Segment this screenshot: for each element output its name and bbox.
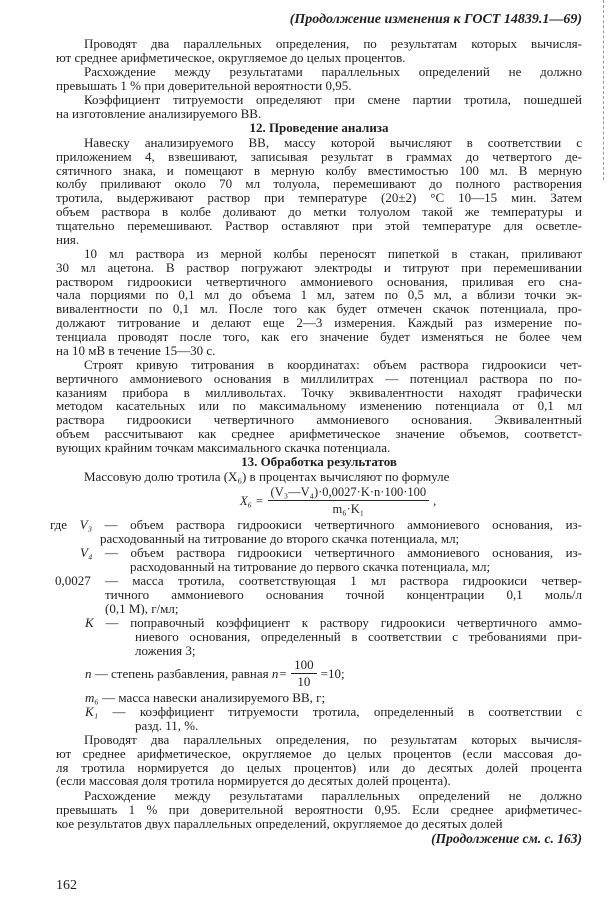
continuation-note: (Продолжение см. с. 163) bbox=[431, 831, 582, 846]
paragraph-4 bbox=[56, 136, 582, 246]
definition-n-numerator: 100 bbox=[291, 658, 317, 674]
definition-term: V₄ bbox=[80, 546, 105, 560]
scan-edge-mark bbox=[603, 0, 605, 180]
definition-k1 bbox=[85, 705, 582, 733]
text-line: Строят кривую титрования в координатах: объем раствора гидроокиси чет- bbox=[84, 358, 582, 372]
text-line: 10 мл раствора из мерной колбы переносят пипеткой в стакан, приливают bbox=[84, 247, 582, 261]
definition-text: — коэффициент титруемости тротила, определенный в соответствии с bbox=[112, 705, 582, 719]
definition-v4 bbox=[80, 546, 582, 574]
definition-text: — масса навески анализируемого ВВ, г; bbox=[102, 691, 326, 705]
text-line: Проводят два параллельных определения, по результатам которых вычисля- bbox=[84, 37, 582, 51]
text-line: (если массовая доля тротила нормируется до десятых долей процента). bbox=[56, 774, 451, 789]
definition-line: расходованный на титрование до второго скачка потенциала, мл; bbox=[100, 531, 460, 546]
definition-n bbox=[85, 658, 345, 689]
text-line: тщательно перемешивают. Раствор оставляют при этой температуре для осветле- bbox=[56, 218, 582, 233]
formula-trail: , bbox=[433, 493, 437, 508]
paragraph-8 bbox=[56, 733, 582, 788]
text-line: сятичного знака, и помещают в мерную колбу вместимостью 100 мл. В мерную bbox=[56, 163, 582, 178]
formula bbox=[240, 485, 436, 516]
text-line: колбу приливают около 70 мл толуола, перемешивают до полного растворения bbox=[56, 177, 582, 192]
running-header: (Продолжение изменения к ГОСТ 14839.1—69) bbox=[289, 12, 582, 27]
definition-n-result: =10; bbox=[320, 665, 345, 681]
formula-lhs: X₆ = bbox=[240, 493, 264, 508]
formula-fraction bbox=[268, 485, 430, 516]
text-line: кое результатов двух параллельных определений, округляемое до десятых долей bbox=[56, 816, 503, 831]
text-line: на изготовление анализируемого ВВ. bbox=[56, 106, 262, 121]
definition-k bbox=[85, 616, 582, 657]
text-line: Расхождение между результатами параллельных определений не должно bbox=[84, 789, 582, 803]
definition-prefix: где bbox=[50, 518, 80, 532]
paragraph-6 bbox=[56, 358, 582, 455]
text-line: тротила, выдерживают раствор при температуре (20±2) °С 10—15 мин. Затем bbox=[56, 191, 582, 205]
definition-n-eq: n= bbox=[271, 665, 288, 681]
definition-n-text: — степень разбавления, равная bbox=[94, 665, 269, 681]
definition-term: K₁ bbox=[85, 705, 113, 719]
text-line: ния. bbox=[56, 232, 80, 247]
definition-n-denominator: 10 bbox=[297, 674, 311, 689]
text-line: раствором гидроокиси четвертичного аммониевого основания, приливая его сна- bbox=[56, 274, 582, 289]
definition-line: тичного аммониевого основания точной концентрации 0,1 моль/л bbox=[105, 587, 582, 602]
definition-term: 0,0027 bbox=[55, 574, 105, 588]
definition-line: расходованный на титрование до первого скачка потенциала, мл; bbox=[130, 559, 491, 574]
text-line: приложением 4, взвешивают, записывая результат в граммах до четвертого де- bbox=[56, 149, 582, 164]
text-line: Проводят два параллельных определения, по результатам которых вычисля- bbox=[84, 733, 582, 747]
text-line: чала порциями по 0,1 мл до объема 1 мл, затем по 0,5 мл, а вблизи точки эк- bbox=[56, 288, 582, 303]
text-line: вующих крайним точкам максимального скачка потенциала. bbox=[56, 440, 391, 455]
paragraph-7 bbox=[56, 470, 582, 484]
section-heading-12: 12. Проведение анализа bbox=[249, 120, 389, 135]
text-line: Расхождение между результатами параллельных определений не должно bbox=[84, 65, 582, 79]
text-line: ют среднее арифметическое, округляемое до целых процентов (если массовая до- bbox=[56, 746, 582, 761]
definition-n-fraction bbox=[291, 658, 317, 689]
text-line: тенциала проводят после того, как его значение будет изменяться не более чем bbox=[56, 329, 582, 344]
definition-line bbox=[55, 574, 582, 588]
definition-text: — поправочный коэффициент к раствору гидроокиси четвертичного аммо- bbox=[105, 616, 582, 630]
definition-term: K bbox=[85, 616, 106, 630]
paragraph-3 bbox=[56, 93, 582, 121]
text-line: 30 мл ацетона. В раствор погружают электроды и титруют при перемешивании bbox=[56, 260, 582, 275]
definition-term: V₃ bbox=[79, 518, 105, 532]
text-line: методом касательных или по максимальному изменению потенциала от 0,1 мл bbox=[56, 399, 582, 414]
text-line: раствора гидроокиси четвертичного аммониевого основания. Эквивалентный bbox=[56, 413, 582, 427]
text-line: должают титрование и делают еще 2—3 измерения. Каждый раз измерение по- bbox=[56, 315, 582, 330]
text-line: объем рассчитывают как среднее арифметическое значение объемов, соответст- bbox=[56, 426, 582, 441]
section-heading-13: 13. Обработка результатов bbox=[241, 454, 397, 469]
definition-line: ниевого основания, определенный в соответствии с требованиями при- bbox=[135, 629, 582, 644]
text-line: Коэффициент титруемости определяют при смене партии тротила, пошедшей bbox=[84, 93, 582, 107]
definition-line bbox=[80, 546, 582, 560]
definition-text: — объем раствора гидроокиси четвертичного аммониевого основания, из- bbox=[104, 546, 582, 560]
definition-line: (0,1 М), г/мл; bbox=[105, 601, 179, 616]
paragraph-2 bbox=[56, 65, 582, 93]
definition-v3 bbox=[50, 518, 582, 546]
page-number: 162 bbox=[56, 878, 77, 893]
text-line: вертичного аммониевого основания в миллилитрах — потенциал раствора по по- bbox=[56, 371, 582, 386]
text-line: вивалентности по 0,1 мл. После того как будет отмечен скачок потенциала, про- bbox=[56, 302, 582, 316]
definition-line bbox=[85, 616, 582, 630]
definition-n-term: n bbox=[85, 665, 92, 681]
definition-line: разд. 11, %. bbox=[135, 718, 199, 733]
definition-line bbox=[85, 705, 582, 719]
text-line: превышать 1 % при доверительной вероятности 0,95. bbox=[56, 78, 352, 93]
text-line: ля тротила нормируется до целых процентов) или до десятых долей процента bbox=[56, 760, 582, 775]
paragraph-9 bbox=[56, 789, 582, 830]
text-line: ют среднее арифметическое, округляемое до целых процентов. bbox=[56, 50, 406, 65]
definition-term: m₆ bbox=[85, 691, 103, 705]
text-line: казаниям прибора в милливольтах. Точку эквивалентности находят графически bbox=[56, 385, 582, 400]
definition-text: — масса тротила, соответствующая 1 мл раствора гидроокиси четвер- bbox=[105, 574, 582, 588]
definition-text: — объем раствора гидроокиси четвертичного аммониевого основания, из- bbox=[104, 518, 582, 532]
text-line: превышать 1 % при доверительной вероятности 0,95. Если среднее арифметичес- bbox=[56, 802, 582, 817]
text-line: Массовую долю тротила (X₆) в процентах вычисляют по формуле bbox=[84, 470, 450, 484]
formula-numerator: (V₃—V₄)·0,0027·K·n·100·100 bbox=[268, 485, 430, 501]
definition-0-0027 bbox=[55, 574, 582, 615]
definition-line bbox=[50, 518, 582, 532]
text-line: на 10 мВ в течение 15—30 с. bbox=[56, 343, 216, 358]
definition-m6 bbox=[85, 691, 582, 705]
definition-line: ложения 3; bbox=[135, 643, 196, 658]
text-line: Навеску анализируемого ВВ, массу которой вычисляют в соответствии с bbox=[84, 136, 582, 150]
definition-line bbox=[85, 691, 582, 705]
paragraph-1 bbox=[56, 37, 582, 65]
text-line: объем раствора в колбе доливают до метки толуолом такой же температуры и bbox=[56, 204, 582, 219]
formula-denominator: m₆·K₁ bbox=[332, 502, 365, 516]
paragraph-5 bbox=[56, 247, 582, 357]
